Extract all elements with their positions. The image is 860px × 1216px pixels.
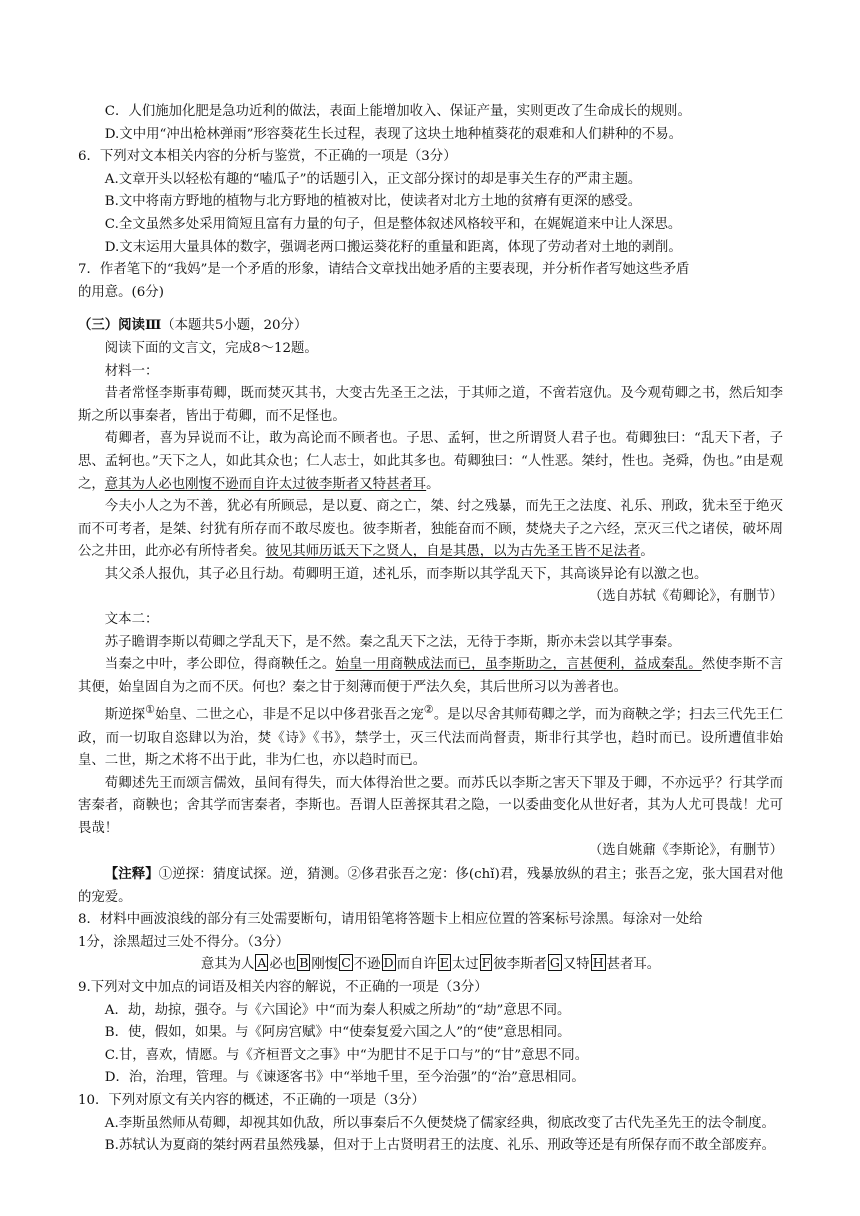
section-3-title-note: （本题共5小题，20分） xyxy=(161,318,308,334)
q8-seg: 而自许 xyxy=(396,957,437,973)
annotation xyxy=(78,863,783,909)
material-1-para-3 xyxy=(78,496,783,564)
section-3-instruction: 阅读下面的文言文，完成8～12题。 xyxy=(104,340,318,356)
material-2-label: 文本二： xyxy=(104,612,159,628)
q8-mark-b[interactable]: B xyxy=(299,955,309,971)
q6-stem: 6．下列对文本相关内容的分析与鉴赏，不正确的一项是（3分） xyxy=(78,149,457,165)
m1p2-wavy-underlined: 意其为人必也刚愎不逊而自许太过彼李斯者又特甚者耳 xyxy=(104,476,427,492)
m1p2-text-a: 荀卿者，喜为异说而不让，敢为高论而不顾者也。子思、孟轲，世之所谓贤人君子也。荀卿独曰：“乱天下者，子思、孟轲也。”天下之人，如此其众也；仁人志士，如此其多也。荀卿独曰：“人性恶。桀纣，性也。尧舜，伪也。”由是观之， xyxy=(78,431,783,492)
footnote-ref-1: ① xyxy=(145,703,156,717)
material-2-para-4: 荀卿述先王而颂言儒效，虽间有得失，而大体得治世之要。而苏氏以李斯之害天下罪及于卿，不亦远乎？行其学而害秦者，商鞅也；舍其学而害秦者，李斯也。吾谓人臣善探其君之隐，一以委曲变化从世好者，其为人尤可畏哉！尤可畏哉！ xyxy=(78,775,783,836)
q9-option-b: B．使，假如，如果。与《阿房宫赋》中“使秦复爱六国之人”的“使”意思相同。 xyxy=(104,1025,571,1041)
q7-stem-line2: 的用意。(6分) xyxy=(78,284,164,300)
material-1-label: 材料一： xyxy=(104,363,159,379)
material-2-para-3 xyxy=(78,699,783,772)
m1p3-text-b: 。 xyxy=(640,544,654,560)
m1p2-text-b: 。 xyxy=(426,476,440,492)
material-2-para-1: 苏子瞻谓李斯以荀卿之学乱天下，是不然。秦之乱天下之法，无待于李斯，斯亦未尝以其学事秦。 xyxy=(104,634,681,650)
q5-option-c: C．人们施加化肥是急功近利的做法，表面上能增加收入、保证产量，实则更改了生命成长的规则。 xyxy=(104,104,691,119)
q6-option-c: C.全文虽然多处采用简短且富有力量的句子，但是整体叙述风格较平和，在娓娓道来中让人深思。 xyxy=(104,216,682,232)
q8-sentence-with-marks xyxy=(78,954,783,977)
q8-seg: 刚愎 xyxy=(311,957,339,973)
q8-mark-f[interactable]: F xyxy=(481,955,491,971)
q10-option-b: B.苏轼认为夏商的桀纣两君虽然残暴，但对于上古贤明君王的法度、礼乐、刑政等还是有所保存而不敢全部废弃。 xyxy=(104,1138,776,1154)
m2p2-text-b: 然使李斯不言其便，始皇固自为之而不厌。何也？秦之甘于刻薄而便于严法久矣，其后世所习以为善者也。 xyxy=(78,657,784,695)
annotation-label: 【注释】 xyxy=(104,866,159,883)
m2p3-text-b: 始皇、二世之心，非是不足以中侈君张吾之宠 xyxy=(155,707,424,723)
exam-page xyxy=(78,101,783,1158)
q10-option-a: A.李斯虽然师从荀卿，却视其如仇敌，所以事秦后不久便焚烧了儒家经典，彻底改变了古代先圣先王的法令制度。 xyxy=(104,1115,775,1131)
material-2-source: （选自姚鼐《李斯论》，有删节） xyxy=(588,843,783,859)
q6-option-a: A.文章开头以轻松有趣的“嗑瓜子”的话题引入，正文部分探讨的却是事关生存的严肃主题。 xyxy=(104,171,642,187)
m1p3-underlined: 彼见其师历诋天下之贤人，自是其愚，以为古先圣王皆不足法者 xyxy=(265,544,641,560)
material-2-para-2 xyxy=(78,654,783,699)
q8-seg: 意其为人 xyxy=(200,957,255,973)
material-1-source: （选自苏轼《荀卿论》，有删节） xyxy=(588,589,783,605)
q8-seg: 不逊 xyxy=(353,957,381,973)
q8-mark-d[interactable]: D xyxy=(383,955,394,971)
q6-option-d: D.文末运用大量具体的数字，强调老两口搬运葵花籽的重量和距离，体现了劳动者对土地的剥削。 xyxy=(104,239,682,255)
m2p2-text-a: 当秦之中叶，孝公即位，得商鞅任之。 xyxy=(104,657,336,673)
q9-option-c: C.甘，喜欢，情愿。与《齐桓晋文之事》中“为肥甘不足于口与”的“甘”意思不同。 xyxy=(104,1047,589,1063)
footnote-ref-2: ② xyxy=(423,703,434,717)
q8-stem-line2: 1分，涂黑超过三处不得分。（3分） xyxy=(78,934,290,950)
m2p3-text-a: 斯逆探 xyxy=(104,707,146,723)
q8-mark-a[interactable]: A xyxy=(257,955,267,971)
m1p3-text-a: 今夫小人之为不善，犹必有所顾忌，是以夏、商之亡，桀、纣之残暴，而先王之法度、礼乐、刑政，犹未至于绝灭而不可考者，是桀、纣犹有所存而不敢尽废也。彼李斯者，独能奋而不顾，焚烧夫子之六经，烹灭三代之诸侯，破坏周公之井田，此亦必有所恃者矣。 xyxy=(78,499,783,560)
q8-mark-e[interactable]: E xyxy=(439,955,449,971)
material-1-para-2 xyxy=(78,428,783,496)
section-3 xyxy=(78,314,783,909)
annotation-text: ①逆探：猜度试探。逆，猜测。②侈君张吾之宠：侈(chǐ)君，残暴放纵的君主；张吾之宠，张大国君对他的宠爱。 xyxy=(78,867,783,905)
section-3-heading xyxy=(78,314,783,338)
q8-stem-line1: 8．材料中画波浪线的部分有三处需要断句，请用铅笔将答题卡上相应位置的答案标号涂黑。每涂对一处给 xyxy=(78,912,703,928)
q8-seg: 甚者耳。 xyxy=(606,957,661,973)
q5-option-d: D.文中用“冲出枪林弹雨”形容葵花生长过程，表现了这块土地种植葵花的艰难和人们耕种的不易。 xyxy=(104,126,683,142)
q9-option-a: A．劫，劫掠，强夺。与《六国论》中“而为秦人积威之所劫”的“劫”意思不同。 xyxy=(104,1002,571,1018)
q8-seg: 彼李斯者 xyxy=(493,957,547,973)
q8-mark-h[interactable]: H xyxy=(592,955,604,971)
q7-stem-line1: 7．作者笔下的“我妈”是一个矛盾的形象，请结合文章找出她矛盾的主要表现，并分析作者写她这些矛盾 xyxy=(78,262,690,278)
section-3-title: （三）阅读Ⅲ xyxy=(78,317,162,334)
q9-stem: 9.下列对文中加点的词语及相关内容的解说，不正确的一项是（3分） xyxy=(78,980,488,996)
q8-mark-g[interactable]: G xyxy=(549,955,560,971)
q10-stem: 10．下列对原文有关内容的概述，不正确的一项是（3分） xyxy=(78,1093,425,1108)
q8-seg: 太过 xyxy=(451,957,479,973)
q8-seg: 又特 xyxy=(562,957,590,973)
material-1-para-4: 其父杀人报仇，其子必且行劫。荀卿明王道，述礼乐，而李斯以其学乱天下，其高谈异论有以激之也。 xyxy=(104,566,708,582)
material-1-para-1: 昔者常怪李斯事荀卿，既而焚灭其书，大变古先圣王之法，于其师之道，不啻若寇仇。及今观荀卿之书，然后知李斯之所以事秦者，皆出于荀卿，而不足怪也。 xyxy=(78,386,783,424)
q6-option-b: B.文中将南方野地的植物与北方野地的植被对比，使读者对北方土地的贫瘠有更深的感受。 xyxy=(104,194,642,210)
q9-option-d: D．治，治理，管理。与《谏逐客书》中“举地千里，至今治强”的“治”意思相同。 xyxy=(104,1070,585,1086)
m2p3-text-c: 。是以尽舍其师荀卿之学，而为商鞅之学；扫去三代先王仁政，而一切取自恣肆以为治，焚《诗》《书》，禁学士，灭三代法而尚督责，斯非行其学也，趋时而已。设所遭值非始皇、二世，斯之术将不出于此，非为仁也，亦以趋时而已。 xyxy=(78,707,783,769)
q8-mark-c[interactable]: C xyxy=(341,955,351,971)
q8-seg: 必也 xyxy=(269,957,297,973)
m2p2-underlined: 始皇一用商鞅成法而已，虽李斯助之，言甚便利，益成秦乱。 xyxy=(335,657,702,673)
